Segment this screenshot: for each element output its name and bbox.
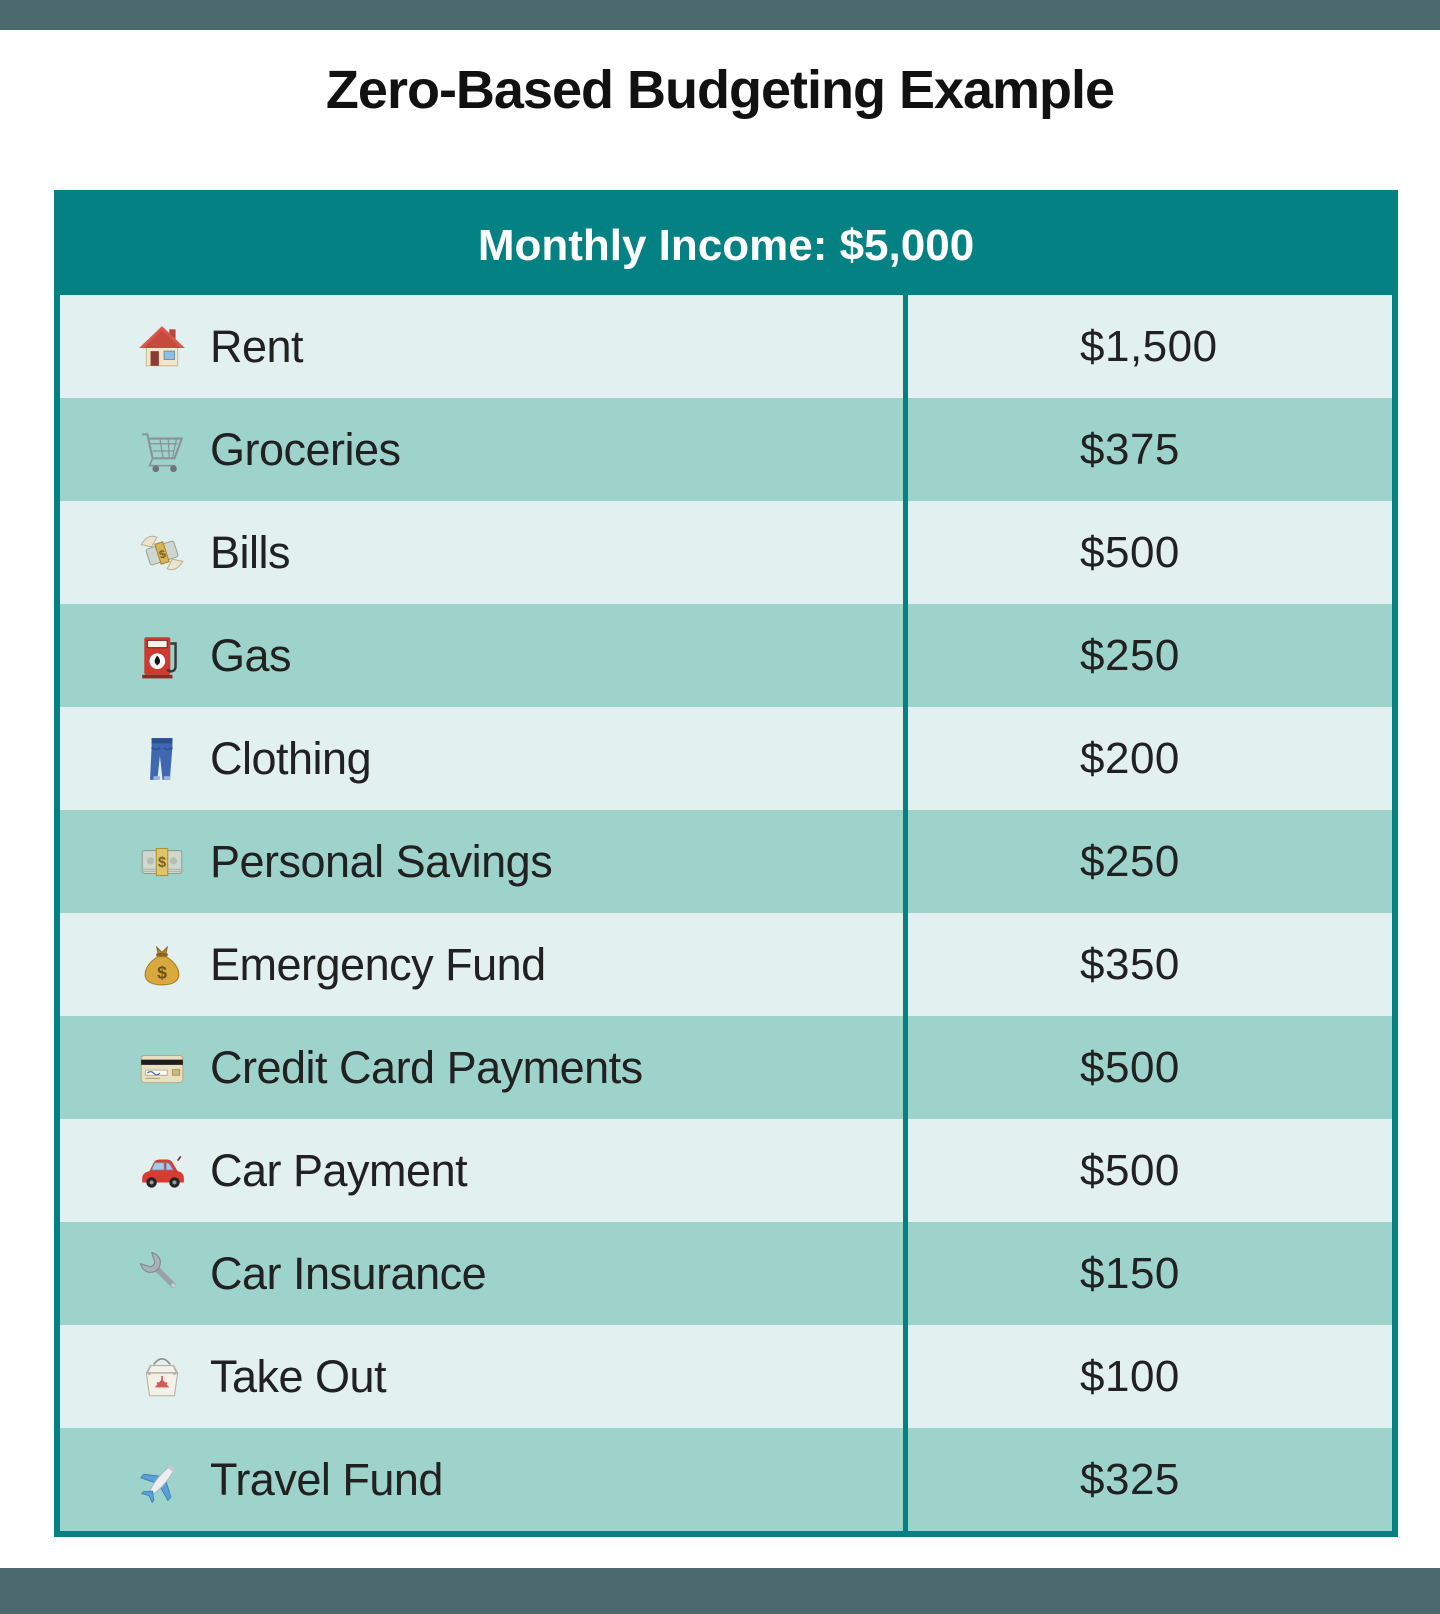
table-row <box>60 707 1392 810</box>
amount-cell <box>903 707 1392 810</box>
table-header <box>60 196 1392 295</box>
amount-cell <box>903 295 1392 398</box>
monthly-income-label: Monthly Income: $5,000 <box>477 220 975 270</box>
amount-cell <box>903 1325 1392 1428</box>
category-label: Groceries <box>210 423 401 475</box>
amount-cell <box>903 913 1392 1016</box>
jeans-icon <box>137 734 187 784</box>
money-bag-icon <box>137 940 187 990</box>
table-row <box>60 604 1392 707</box>
table-row <box>60 501 1392 604</box>
category-label: Car Insurance <box>210 1247 487 1299</box>
fuel-pump-icon <box>137 631 187 681</box>
category-label: Gas <box>210 629 292 681</box>
amount-value: $150 <box>1080 1248 1180 1298</box>
category-label: Take Out <box>210 1350 387 1402</box>
amount-value: $500 <box>1080 1042 1180 1092</box>
amount-value: $1,500 <box>1080 321 1218 371</box>
credit-card-icon <box>137 1043 187 1093</box>
page-title: Zero-Based Budgeting Example <box>325 60 1115 120</box>
category-label: Personal Savings <box>210 835 553 887</box>
amount-value: $250 <box>1080 630 1180 680</box>
category-cell <box>60 1119 903 1222</box>
svg-text:$: $ <box>157 854 167 871</box>
amount-cell <box>903 1428 1392 1531</box>
category-label: Emergency Fund <box>210 938 546 990</box>
category-cell <box>60 1016 903 1119</box>
banknote-icon <box>137 837 187 887</box>
table-row <box>60 295 1392 398</box>
money-with-wings-icon <box>137 528 187 578</box>
table-row <box>60 810 1392 913</box>
wrench-icon <box>137 1249 187 1299</box>
category-cell <box>60 501 903 604</box>
category-label: Rent <box>210 320 304 372</box>
category-cell <box>60 295 903 398</box>
category-label: Credit Card Payments <box>210 1041 643 1093</box>
amount-cell <box>903 398 1392 501</box>
table-row <box>60 1222 1392 1325</box>
category-cell <box>60 604 903 707</box>
category-cell <box>60 1222 903 1325</box>
category-cell <box>60 707 903 810</box>
amount-cell <box>903 1016 1392 1119</box>
car-icon <box>137 1146 187 1196</box>
budget-table <box>54 190 1398 1537</box>
amount-cell <box>903 1222 1392 1325</box>
top-bar <box>0 0 1440 30</box>
shopping-cart-icon <box>137 425 187 475</box>
amount-value: $350 <box>1080 939 1180 989</box>
category-label: Car Payment <box>210 1144 468 1196</box>
amount-value: $500 <box>1080 527 1180 577</box>
amount-value: $100 <box>1080 1351 1180 1401</box>
category-cell <box>60 913 903 1016</box>
category-label: Clothing <box>210 732 372 784</box>
amount-value: $250 <box>1080 836 1180 886</box>
table-row <box>60 913 1392 1016</box>
table-row <box>60 1119 1392 1222</box>
category-label: Travel Fund <box>210 1453 443 1505</box>
amount-value: $325 <box>1080 1454 1180 1504</box>
category-cell <box>60 398 903 501</box>
table-body <box>60 295 1392 1531</box>
svg-text:$: $ <box>157 547 168 562</box>
airplane-icon <box>137 1455 187 1505</box>
takeout-box-icon <box>137 1352 187 1402</box>
amount-cell <box>903 810 1392 913</box>
amount-cell <box>903 604 1392 707</box>
amount-cell <box>903 501 1392 604</box>
category-cell <box>60 1325 903 1428</box>
amount-cell <box>903 1119 1392 1222</box>
amount-value: $500 <box>1080 1145 1180 1195</box>
bottom-bar <box>0 1568 1440 1614</box>
category-cell <box>60 1428 903 1531</box>
category-cell <box>60 810 903 913</box>
amount-value: $375 <box>1080 424 1180 474</box>
svg-text:$: $ <box>157 962 167 983</box>
house-icon <box>137 322 187 372</box>
table-row <box>60 1428 1392 1531</box>
table-row <box>60 398 1392 501</box>
amount-value: $200 <box>1080 733 1180 783</box>
table-row <box>60 1016 1392 1119</box>
category-label: Bills <box>210 526 291 578</box>
table-row <box>60 1325 1392 1428</box>
